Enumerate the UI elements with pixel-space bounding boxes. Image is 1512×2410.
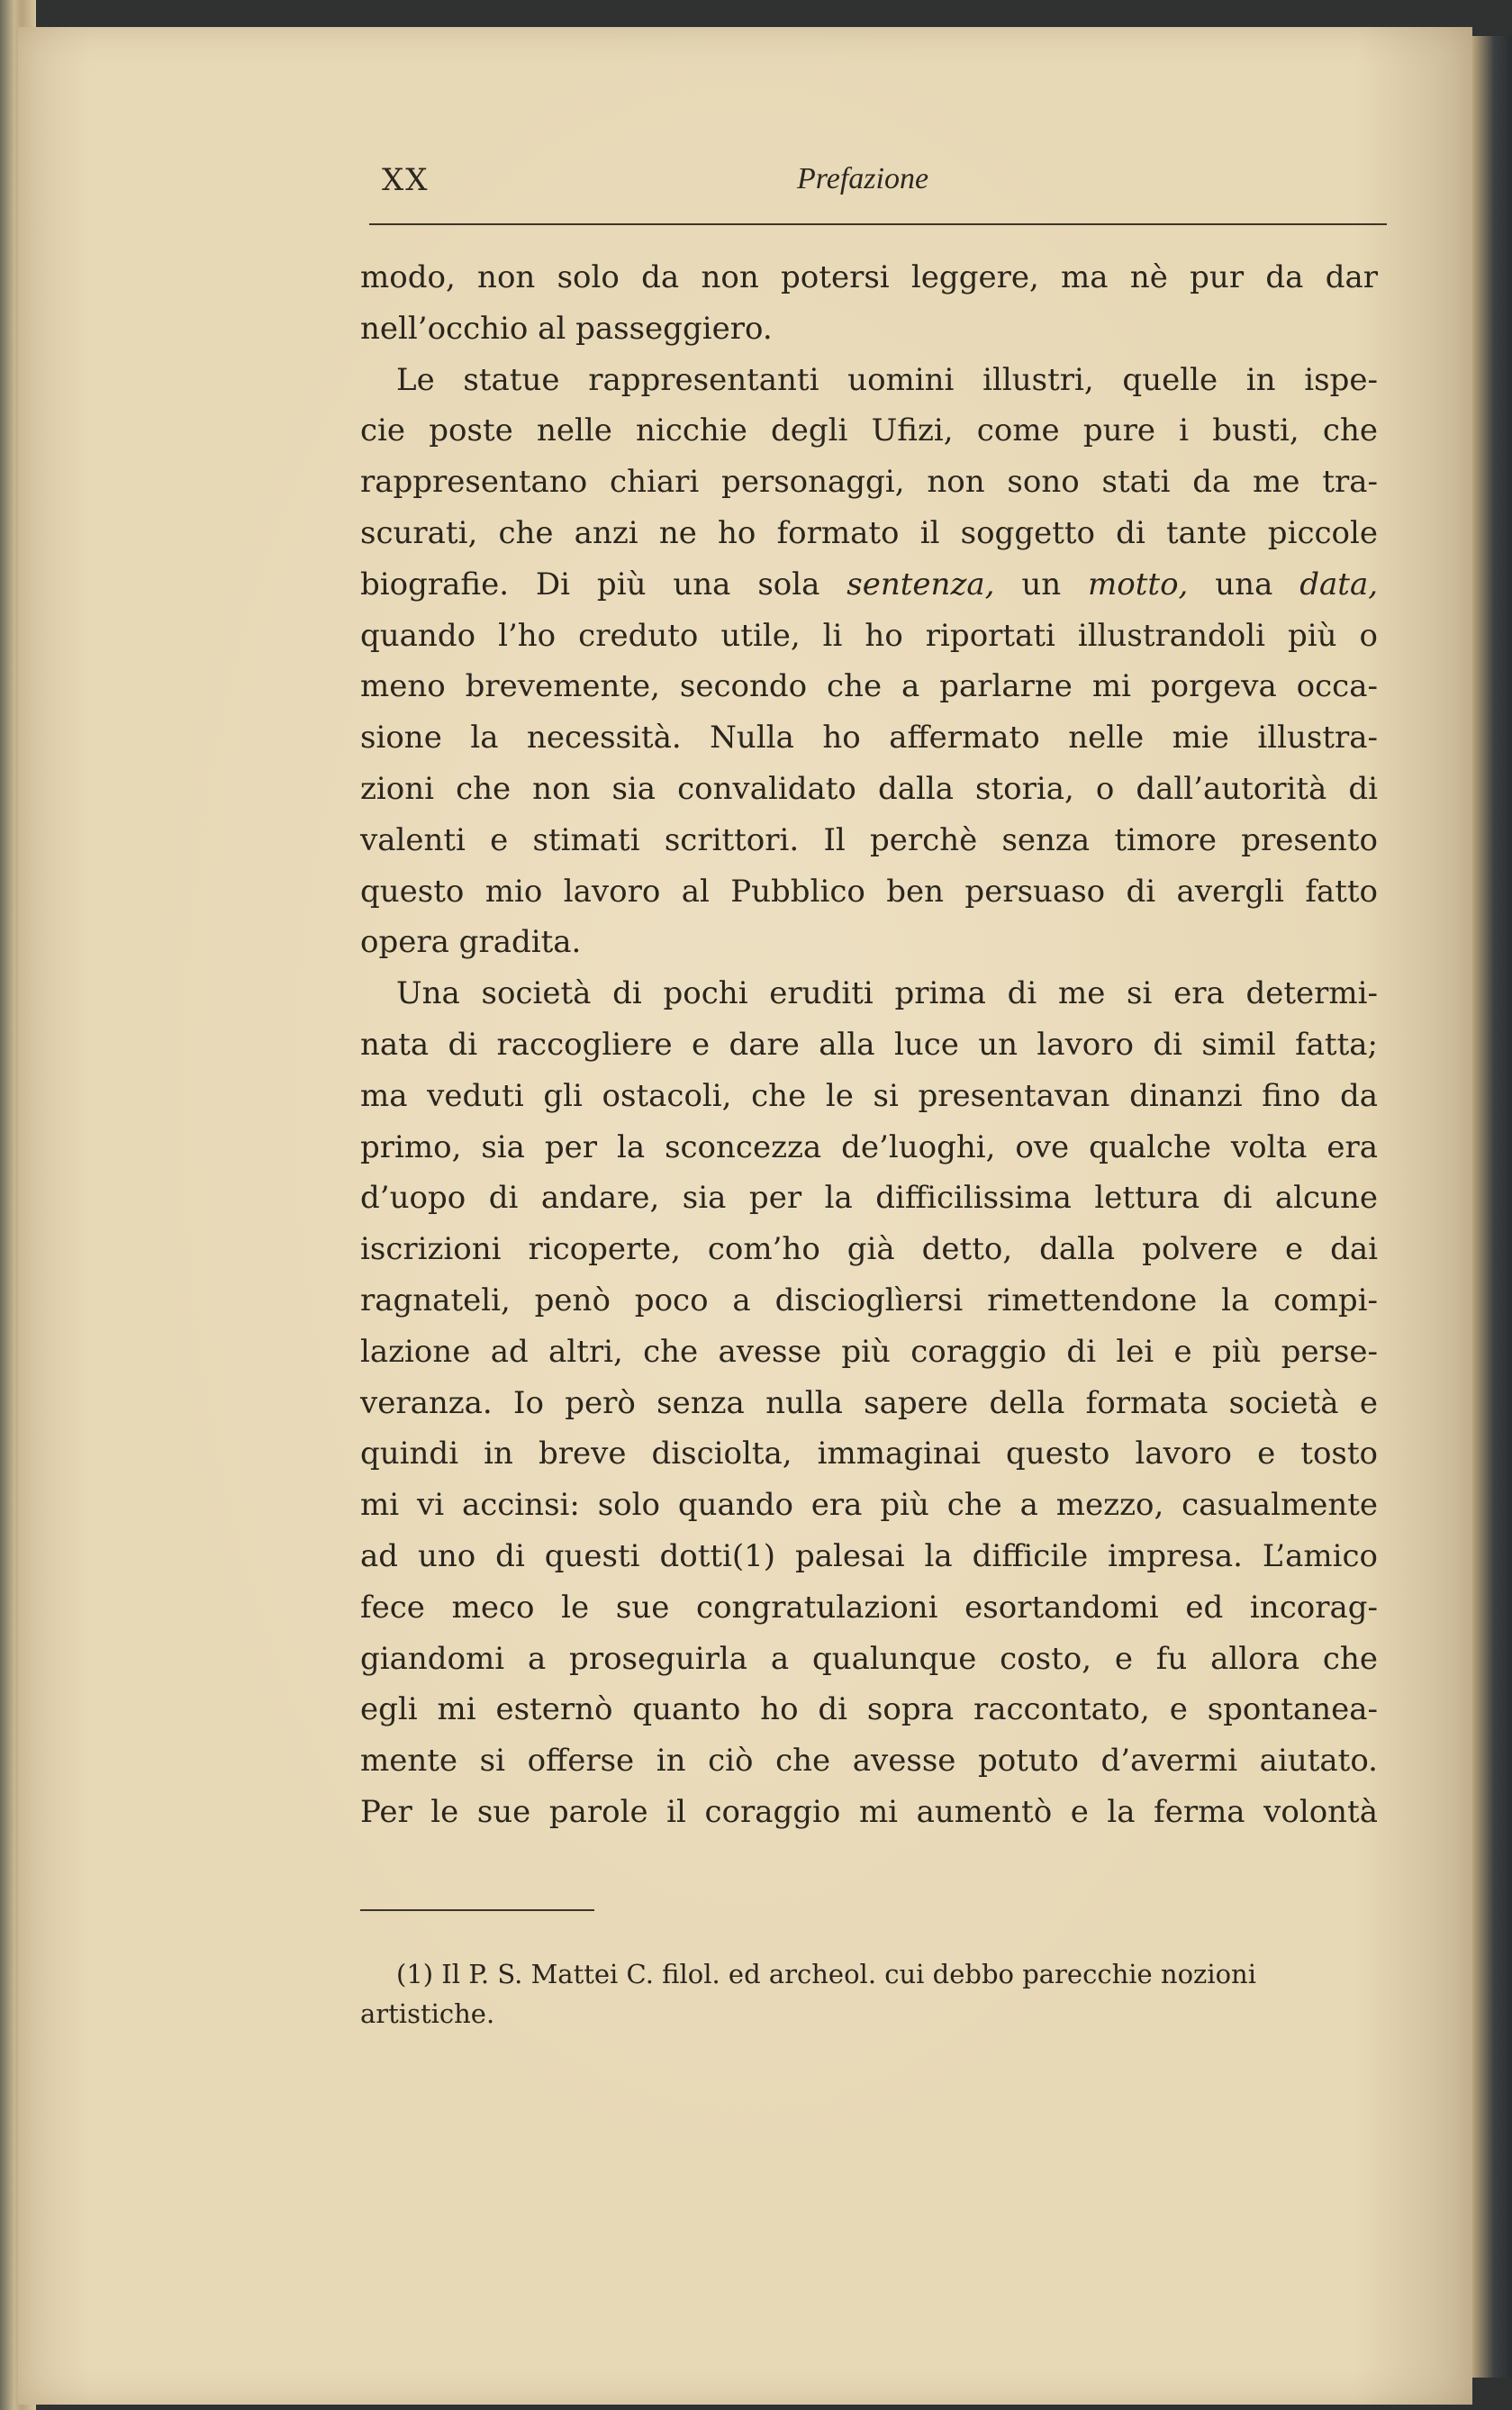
text-line: Per le sue parole il coraggio mi aumentò e la ferma volontà xyxy=(360,1793,1378,1830)
emphasis-word: data, xyxy=(1299,566,1379,602)
emphasis-word: motto, xyxy=(1088,566,1189,602)
section-title: Prefazione xyxy=(797,162,929,195)
text-segment: una xyxy=(1215,566,1273,602)
text-line: iscrizioni ricoperte, com’ho già detto, dalla polvere e dai xyxy=(360,1231,1378,1268)
text-line: valenti e stimati scrittori. Il perchè senza timore presento xyxy=(360,821,1378,858)
paragraph-3 xyxy=(360,968,1378,1838)
text-line: ad uno di questi dotti(1) palesai la difficile impresa. L’amico xyxy=(360,1537,1378,1574)
text-line: scurati, che anzi ne ho formato il soggetto di tante piccole xyxy=(360,514,1378,551)
text-line: mi vi accinsi: solo quando era più che a mezzo, casualmente xyxy=(360,1487,1378,1524)
text-line: cie poste nelle nicchie degli Ufizi, come pure i busti, che xyxy=(360,412,1378,449)
text-line: Una società di pochi eruditi prima di me si era determi- xyxy=(396,975,1378,1012)
text-line: Le statue rappresentanti uomini illustri, quelle in ispe- xyxy=(396,361,1378,398)
book-cover-edge xyxy=(1472,36,1512,2378)
text-segment: un xyxy=(1021,566,1062,602)
text-line: modo, non solo da non potersi leggere, ma nè pur da dar xyxy=(360,259,1378,295)
text-line-with-emphasis xyxy=(360,559,1378,611)
text-line: quando l’ho creduto utile, li ho riportati illustrandoli più o xyxy=(360,617,1378,654)
text-line: veranza. Io però senza nulla sapere della formata società e xyxy=(360,1384,1378,1421)
text-line: ma veduti gli ostacoli, che le si presentavan dinanzi fino da xyxy=(360,1077,1378,1114)
text-line: opera gradita. xyxy=(360,924,582,961)
text-line: rappresentano chiari personaggi, non sono stati da me tra- xyxy=(360,464,1378,501)
text-line: quindi in breve disciolta, immaginai questo lavoro e tosto xyxy=(360,1436,1378,1472)
running-head xyxy=(360,162,1387,207)
text-line: sione la necessità. Nulla ho affermato nelle mie illustra- xyxy=(360,720,1378,757)
text-line: giandomi a proseguirla a qualunque costo, e fu allora che xyxy=(360,1640,1378,1677)
text-line: questo mio lavoro al Pubblico ben persuaso di avergli fatto xyxy=(360,873,1378,910)
text-line: lazione ad altri, che avesse più coraggio di lei e più perse- xyxy=(360,1333,1378,1370)
text-line: fece meco le sue congratulazioni esortandomi ed incorag- xyxy=(360,1589,1378,1626)
text-line: meno brevemente, secondo che a parlarne mi porgeva occa- xyxy=(360,668,1378,705)
text-line: primo, sia per la sconcezza de’luoghi, ove qualche volta era xyxy=(360,1128,1378,1165)
page-number: XX xyxy=(382,162,430,198)
text-line: nell’occhio al passeggiero. xyxy=(360,310,773,347)
paragraph-1 xyxy=(360,252,1378,355)
footnote-rule xyxy=(360,1909,594,1911)
footnote xyxy=(360,1954,1378,2034)
text-line: egli mi esternò quanto ho di sopra raccontato, e spontanea- xyxy=(360,1691,1378,1728)
paragraph-2 xyxy=(360,355,1378,969)
text-line: zioni che non sia convalidato dalla storia, o dall’autorità di xyxy=(360,770,1378,807)
footnote-line: (1) Il P. S. Mattei C. filol. ed archeol. cui debbo parecchie nozioni xyxy=(396,1959,1257,1989)
text-line: ragnateli, penò poco a discioglìersi rimettendone la compi- xyxy=(360,1282,1378,1318)
text-line: mente si offerse in ciò che avesse potuto d’avermi aiutato. xyxy=(360,1743,1378,1780)
text-line: d’uopo di andare, sia per la difficilissima lettura di alcune xyxy=(360,1180,1378,1217)
text-line: nata di raccogliere e dare alla luce un lavoro di simil fatta; xyxy=(360,1026,1378,1063)
text-segment: biografie. Di più una sola xyxy=(360,566,820,602)
emphasis-word: sentenza, xyxy=(847,566,995,602)
footnote-line: artistiche. xyxy=(360,1998,495,2029)
body-text xyxy=(360,252,1378,1838)
header-rule xyxy=(369,223,1387,225)
